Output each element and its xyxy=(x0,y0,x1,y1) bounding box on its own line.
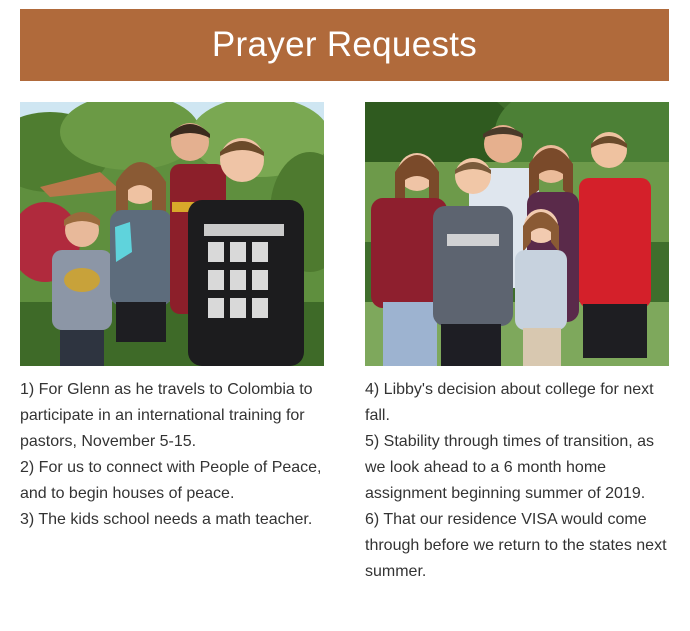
prayer-item-2: 2) For us to connect with People of Peace, and to begin houses of peace. xyxy=(20,459,322,502)
left-prayer-list xyxy=(20,377,324,533)
family-photo xyxy=(365,102,669,366)
right-column xyxy=(365,102,669,585)
left-column xyxy=(20,102,324,533)
right-prayer-list xyxy=(365,377,669,585)
prayer-item-3: 3) The kids school needs a math teacher. xyxy=(20,511,313,528)
prayer-requests-banner xyxy=(20,9,669,81)
prayer-item-4: 4) Libby's decision about college for next fall. xyxy=(365,381,654,424)
prayer-item-1: 1) For Glenn as he travels to Colombia to participate in an international training for pastors, November 5-15. xyxy=(20,381,313,450)
kids-photo xyxy=(20,102,324,366)
page-title: Prayer Requests xyxy=(211,25,478,64)
prayer-item-6: 6) That our residence VISA would come through before we return to the states next summer. xyxy=(365,511,667,580)
prayer-item-5: 5) Stability through times of transition, as we look ahead to a 6 month home assignment beginning summer of 2019. xyxy=(365,433,655,502)
